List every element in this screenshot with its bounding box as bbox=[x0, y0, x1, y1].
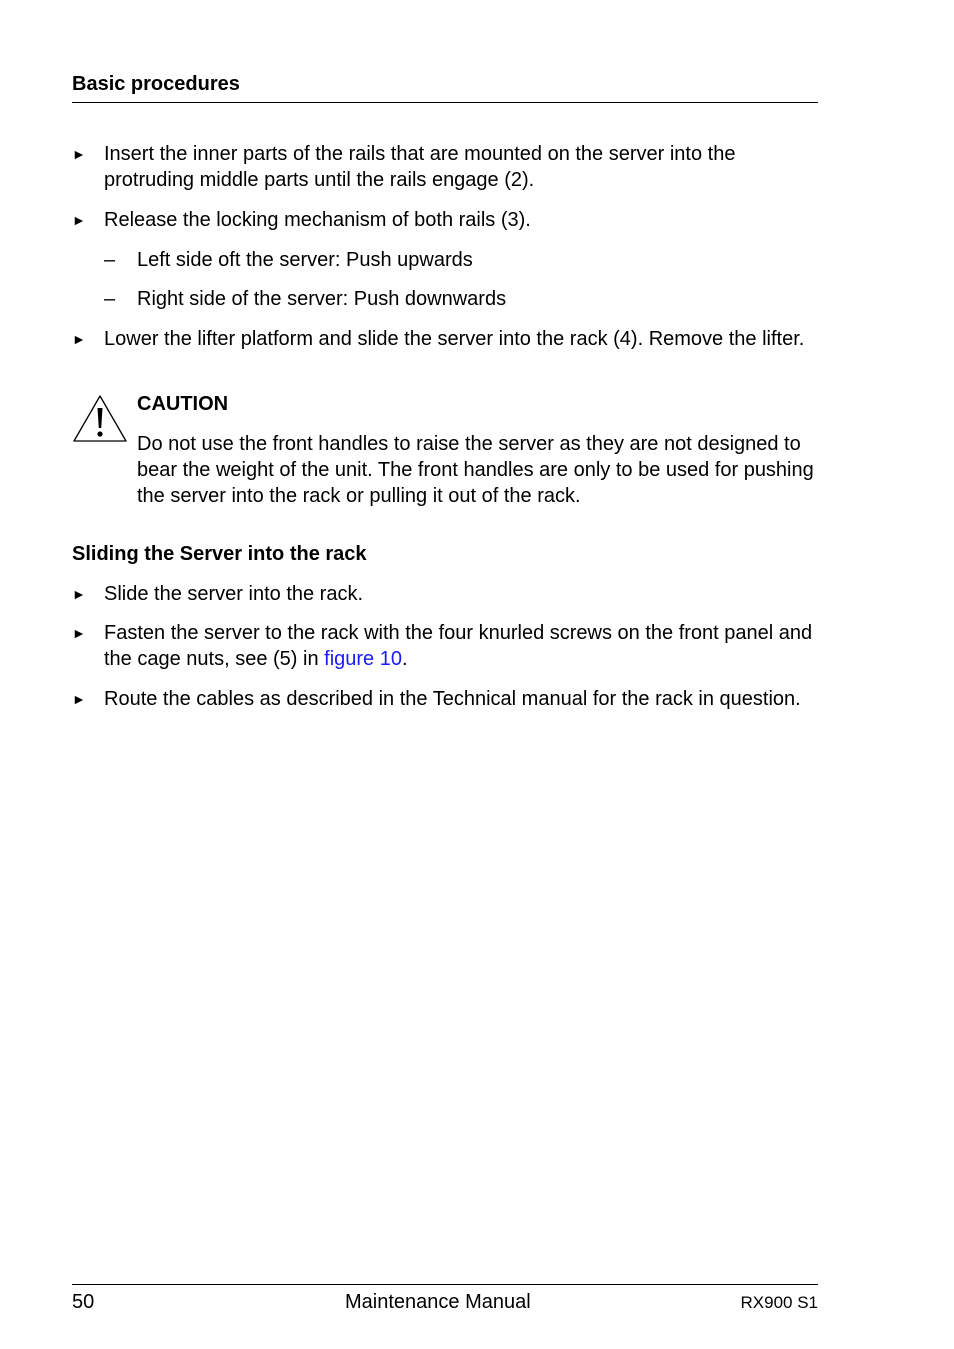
substep-left-side: Left side oft the server: Push upwards bbox=[137, 249, 473, 271]
step-insert-rails: Insert the inner parts of the rails that are mounted on the server into the protruding middle parts until the rails engage (2). bbox=[104, 143, 736, 191]
caution-title: CAUTION bbox=[137, 393, 229, 415]
step-slide-server: Slide the server into the rack. bbox=[104, 583, 364, 605]
caution-text: Do not use the front handles to raise the server as they are not designed to bear the weight of the unit. The front handles are only to be used for pushing the server into the rack or pulling it out of the rack. bbox=[137, 433, 814, 507]
manual-title: Maintenance Manual bbox=[345, 1291, 531, 1313]
step-lower-lifter: Lower the lifter platform and slide the server into the rack (4). Remove the lifter. bbox=[104, 328, 805, 350]
bullet-icon: ► bbox=[72, 625, 86, 641]
bullet-icon: ► bbox=[72, 212, 86, 228]
step-fasten-server bbox=[104, 620, 824, 672]
step-release-locking: Release the locking mechanism of both rails (3). bbox=[104, 209, 531, 231]
bullet-icon: ► bbox=[72, 586, 86, 602]
bullet-icon: ► bbox=[72, 331, 86, 347]
footer-divider bbox=[72, 1284, 818, 1285]
dash-marker: – bbox=[104, 249, 116, 271]
section-header-title: Basic procedures bbox=[72, 73, 240, 95]
dash-marker: – bbox=[104, 288, 116, 310]
substep-right-side: Right side of the server: Push downwards bbox=[137, 288, 507, 310]
step-route-cables: Route the cables as described in the Technical manual for the rack in question. bbox=[104, 688, 801, 710]
model-name: RX900 S1 bbox=[740, 1293, 818, 1312]
header-divider bbox=[72, 102, 818, 103]
bullet-icon: ► bbox=[72, 146, 86, 162]
warning-triangle-icon bbox=[72, 394, 128, 444]
step-fasten-text: Fasten the server to the rack with the four knurled screws on the front panel and the cage nuts, see (5) in bbox=[104, 622, 813, 670]
step-fasten-period: . bbox=[401, 648, 408, 670]
figure-link[interactable]: figure 10 bbox=[324, 648, 402, 670]
page-number: 50 bbox=[72, 1291, 95, 1313]
section-heading: Sliding the Server into the rack bbox=[72, 543, 367, 565]
bullet-icon: ► bbox=[72, 691, 86, 707]
